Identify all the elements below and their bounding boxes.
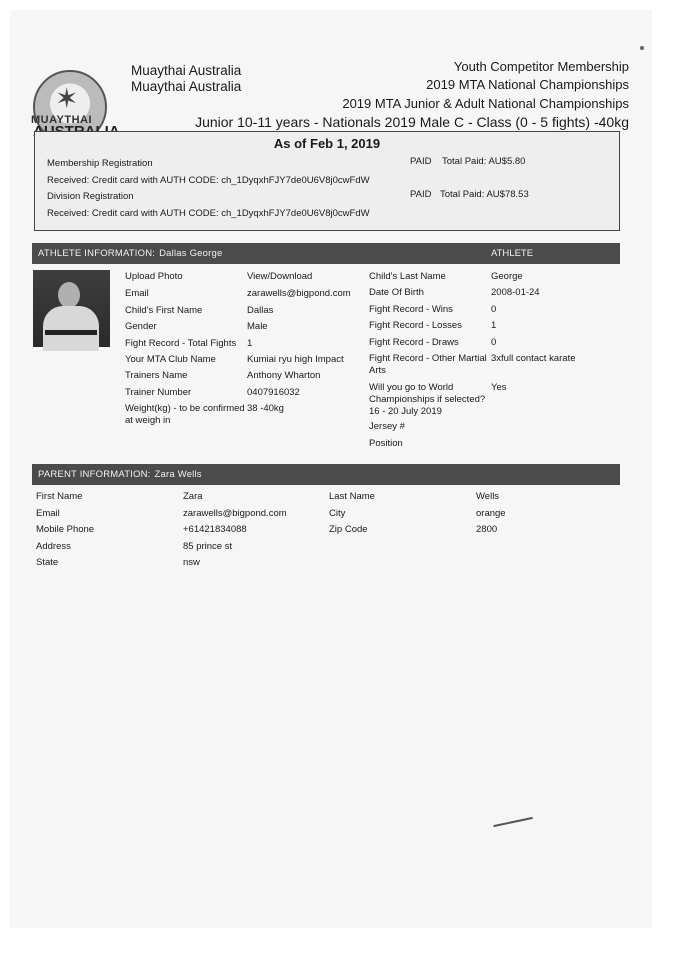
- field-value-losses: 1: [491, 320, 497, 331]
- membership-registration-label: Membership Registration: [47, 158, 153, 169]
- field-label-position: Position: [369, 438, 403, 449]
- parent-label-zip: Zip Code: [329, 524, 368, 535]
- field-label-draws: Fight Record - Draws: [369, 337, 459, 348]
- parent-label-address: Address: [36, 541, 71, 552]
- field-label-wins: Fight Record - Wins: [369, 304, 453, 315]
- athlete-section-header: [32, 243, 620, 264]
- field-label-gender: Gender: [125, 321, 157, 332]
- field-value-club-name: Kumiai ryu high Impact: [247, 354, 344, 365]
- field-label-club-name: Your MTA Club Name: [125, 354, 216, 365]
- event-title-1: 2019 MTA National Championships: [426, 77, 629, 92]
- field-label-email: Email: [125, 288, 149, 299]
- parent-label-first-name: First Name: [36, 491, 83, 502]
- parent-value-address: 85 prince st: [183, 541, 233, 552]
- field-value-trainer-number: 0407916032: [247, 387, 300, 398]
- parent-value-first-name: Zara: [183, 491, 203, 502]
- field-label-world-championships: Will you go to World Championships if selected? 16 - 20 July 2019: [369, 382, 486, 417]
- athlete-tag: ATHLETE: [491, 248, 534, 259]
- field-value-trainers-name: Anthony Wharton: [247, 370, 321, 381]
- field-value-other-martial-arts: 3xfull contact karate: [491, 353, 576, 364]
- pen-mark: [493, 817, 532, 827]
- parent-value-email: zarawells@bigpond.com: [183, 508, 287, 519]
- division-status: PAID: [410, 189, 432, 200]
- field-value-world-championships: Yes: [491, 382, 507, 393]
- division-title: Junior 10-11 years - Nationals 2019 Male C - Class (0 - 5 fights) -40kg: [195, 114, 629, 130]
- event-title-2: 2019 MTA Junior & Adult National Championships: [342, 96, 629, 111]
- division-registration-label: Division Registration: [47, 191, 134, 202]
- parent-value-last-name: Wells: [476, 491, 500, 502]
- field-label-first-name: Child's First Name: [125, 305, 203, 316]
- athlete-name: Dallas George: [159, 248, 223, 259]
- logo-text-top: MUAYTHAI: [31, 114, 93, 126]
- field-value-gender: Male: [247, 321, 268, 332]
- field-label-other-martial-arts: Fight Record - Other Martial Arts: [369, 353, 487, 376]
- parent-label-email: Email: [36, 508, 60, 519]
- parent-value-state: nsw: [183, 557, 200, 568]
- field-label-jersey: Jersey #: [369, 421, 405, 432]
- field-value-dob: 2008-01-24: [491, 287, 540, 298]
- membership-total-paid: Total Paid: AU$5.80: [442, 156, 526, 167]
- field-label-last-name: Child's Last Name: [369, 271, 446, 282]
- parent-value-city: orange: [476, 508, 506, 519]
- parent-value-mobile: +61421834088: [183, 524, 247, 535]
- parent-label-state: State: [36, 557, 59, 568]
- field-value-total-fights: 1: [247, 338, 253, 349]
- field-label-dob: Date Of Birth: [369, 287, 424, 298]
- org-name-2: Muaythai Australia: [131, 79, 242, 94]
- athlete-section-title: ATHLETE INFORMATION: Dallas George: [38, 248, 223, 259]
- division-total-paid: Total Paid: AU$78.53: [440, 189, 529, 200]
- view-download-link[interactable]: View/Download: [247, 271, 313, 282]
- org-name-1: Muaythai Australia: [131, 63, 242, 78]
- parent-label-mobile: Mobile Phone: [36, 524, 95, 535]
- division-received: Received: Credit card with AUTH CODE: ch_1DyqxhFJY7de0U6V8j0cwFdW: [47, 208, 370, 219]
- field-label-weight: Weight(kg) - to be confirmed at weigh in: [125, 403, 245, 426]
- parent-section-title: PARENT INFORMATION: Zara Wells: [38, 469, 202, 480]
- field-label-trainers-name: Trainers Name: [125, 370, 188, 381]
- document-page: [10, 10, 652, 928]
- field-value-draws: 0: [491, 337, 497, 348]
- field-value-weight: 38 -40kg: [247, 403, 284, 414]
- field-label-upload-photo: Upload Photo: [125, 271, 183, 282]
- scan-speck: [640, 46, 644, 50]
- field-value-wins: 0: [491, 304, 497, 315]
- field-label-losses: Fight Record - Losses: [369, 320, 462, 331]
- registration-summary: [34, 131, 620, 231]
- logo-emblem-icon: ✶: [55, 83, 79, 114]
- field-value-last-name: George: [491, 271, 523, 282]
- parent-label-last-name: Last Name: [329, 491, 375, 502]
- parent-section-header: [32, 464, 620, 485]
- athlete-photo: [33, 270, 110, 347]
- field-label-trainer-number: Trainer Number: [125, 387, 192, 398]
- membership-received: Received: Credit card with AUTH CODE: ch_1DyqxhFJY7de0U6V8j0cwFdW: [47, 175, 370, 186]
- field-value-email: zarawells@bigpond.com: [247, 288, 351, 299]
- as-of-date: As of Feb 1, 2019: [273, 136, 381, 151]
- parent-name: Zara Wells: [154, 469, 202, 480]
- membership-status: PAID: [410, 156, 432, 167]
- parent-label-city: City: [329, 508, 346, 519]
- field-label-total-fights: Fight Record - Total Fights: [125, 338, 237, 349]
- membership-title: Youth Competitor Membership: [453, 59, 629, 74]
- field-value-first-name: Dallas: [247, 305, 274, 316]
- parent-value-zip: 2800: [476, 524, 498, 535]
